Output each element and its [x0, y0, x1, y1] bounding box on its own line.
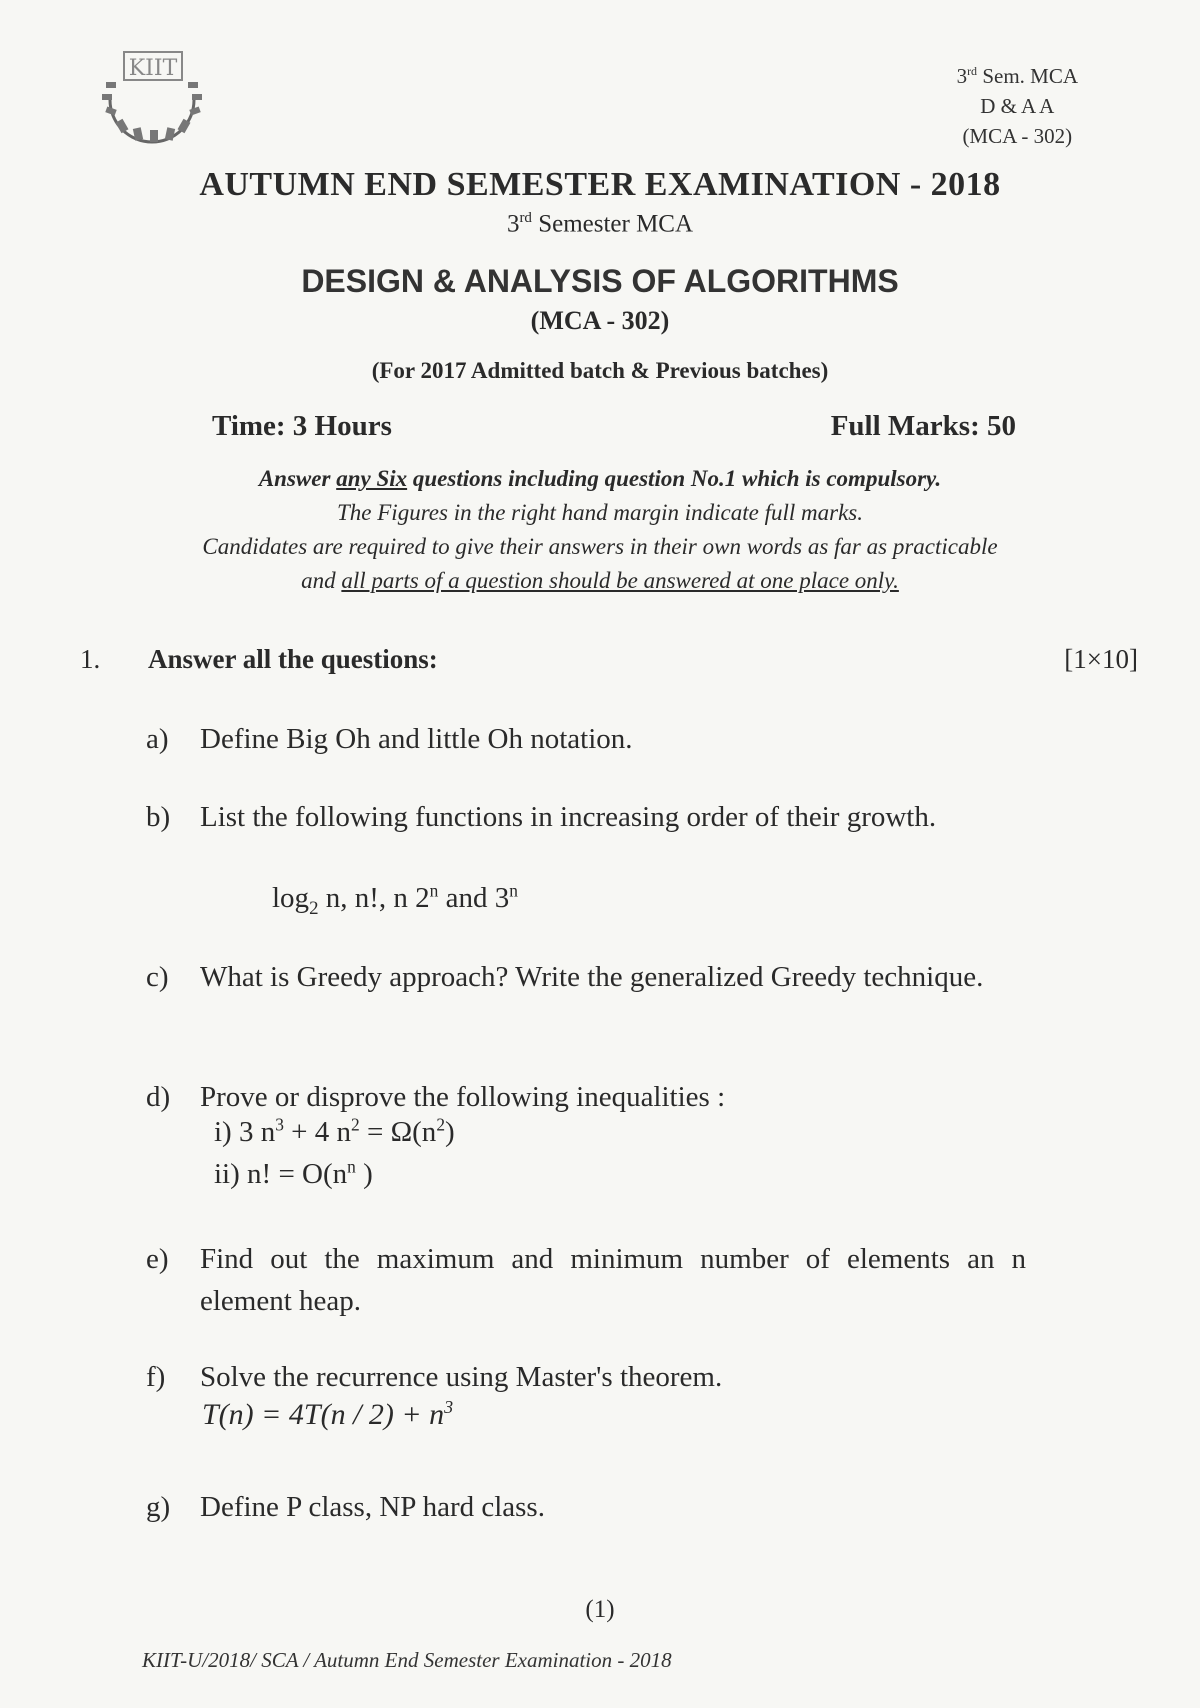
- part-label: d): [146, 1081, 171, 1113]
- inequality-i: i) 3 $n^3 + 4$ $n^2 = \Omega(n^2)$: [214, 1114, 455, 1148]
- subject-title: DESIGN & ANALYSIS OF ALGORITHMS: [301, 263, 899, 299]
- part-label: c): [146, 961, 169, 993]
- inequality-ii: ii) n! = $O(n^n$ ): [214, 1156, 373, 1190]
- instruction-line-1: Answer any Six questions including question No.1 which is compulsory.: [258, 466, 942, 491]
- part-label: a): [146, 723, 169, 755]
- full-marks: Full Marks: 50: [830, 410, 1016, 442]
- question-part-c: [146, 956, 1026, 998]
- question-part-g: [146, 1486, 1026, 1528]
- part-text: Find out the maximum and minimum number of elements an n element heap.: [200, 1243, 1026, 1317]
- corner-subject: D & A A: [980, 94, 1055, 118]
- question-number: 1.: [80, 644, 101, 674]
- part-text: Define Big Oh and little Oh notation.: [200, 723, 633, 755]
- question-part-e: [146, 1238, 1026, 1317]
- part-label: f): [146, 1361, 166, 1393]
- corner-course-info: [957, 56, 1078, 151]
- batch-note: (For 2017 Admitted batch & Previous batches): [371, 358, 829, 383]
- question-part-f: [146, 1356, 1026, 1398]
- corner-code: (MCA - 302): [962, 124, 1073, 148]
- university-logo: [92, 48, 212, 148]
- subject-code: (MCA - 302): [530, 306, 670, 335]
- svg-text:KIIT: KIIT: [128, 56, 178, 81]
- question-part-a: [146, 718, 1026, 760]
- footer-note: KIIT-U/2018/ SCA / Autumn End Semester Examination - 2018: [142, 1648, 672, 1672]
- question-marks: [1×10]: [1064, 644, 1138, 674]
- instruction-line-4: and all parts of a question should be answered at one place only.: [301, 568, 899, 593]
- exam-title: AUTUMN END SEMESTER EXAMINATION - 2018: [199, 166, 1001, 203]
- part-text: List the following functions in increasing order of their growth.: [200, 801, 937, 833]
- exam-time: Time: 3 Hours: [212, 410, 392, 442]
- part-label: b): [146, 801, 171, 833]
- recurrence-equation: $T(n) = 4T(n / 2) + n^3$: [202, 1397, 454, 1431]
- question-heading: Answer all the questions:: [148, 644, 438, 674]
- question-part-b: [146, 796, 1026, 838]
- semester-line: 3rd Semester MCA: [506, 210, 694, 238]
- growth-functions-expression: $\log_2 n$, n!, n 2$^n$ and 3$^n$: [272, 880, 518, 919]
- part-text: What is Greedy approach? Write the generalized Greedy technique.: [200, 961, 984, 993]
- question-part-d: [146, 1076, 1026, 1118]
- part-label: e): [146, 1243, 169, 1275]
- page-number: (1): [585, 1596, 615, 1623]
- instruction-line-3: Candidates are required to give their answers in their own words as far as practicable: [202, 534, 998, 559]
- instruction-line-2: The Figures in the right hand margin indicate full marks.: [337, 500, 863, 525]
- part-label: g): [146, 1491, 171, 1523]
- gear-logo-icon: [92, 48, 212, 148]
- corner-semester: 3rd Sem. MCA: [956, 64, 1078, 88]
- part-text: Solve the recurrence using Master's theorem.: [200, 1361, 723, 1393]
- part-text: Define P class, NP hard class.: [200, 1491, 545, 1523]
- part-text: Prove or disprove the following inequalities :: [200, 1081, 726, 1113]
